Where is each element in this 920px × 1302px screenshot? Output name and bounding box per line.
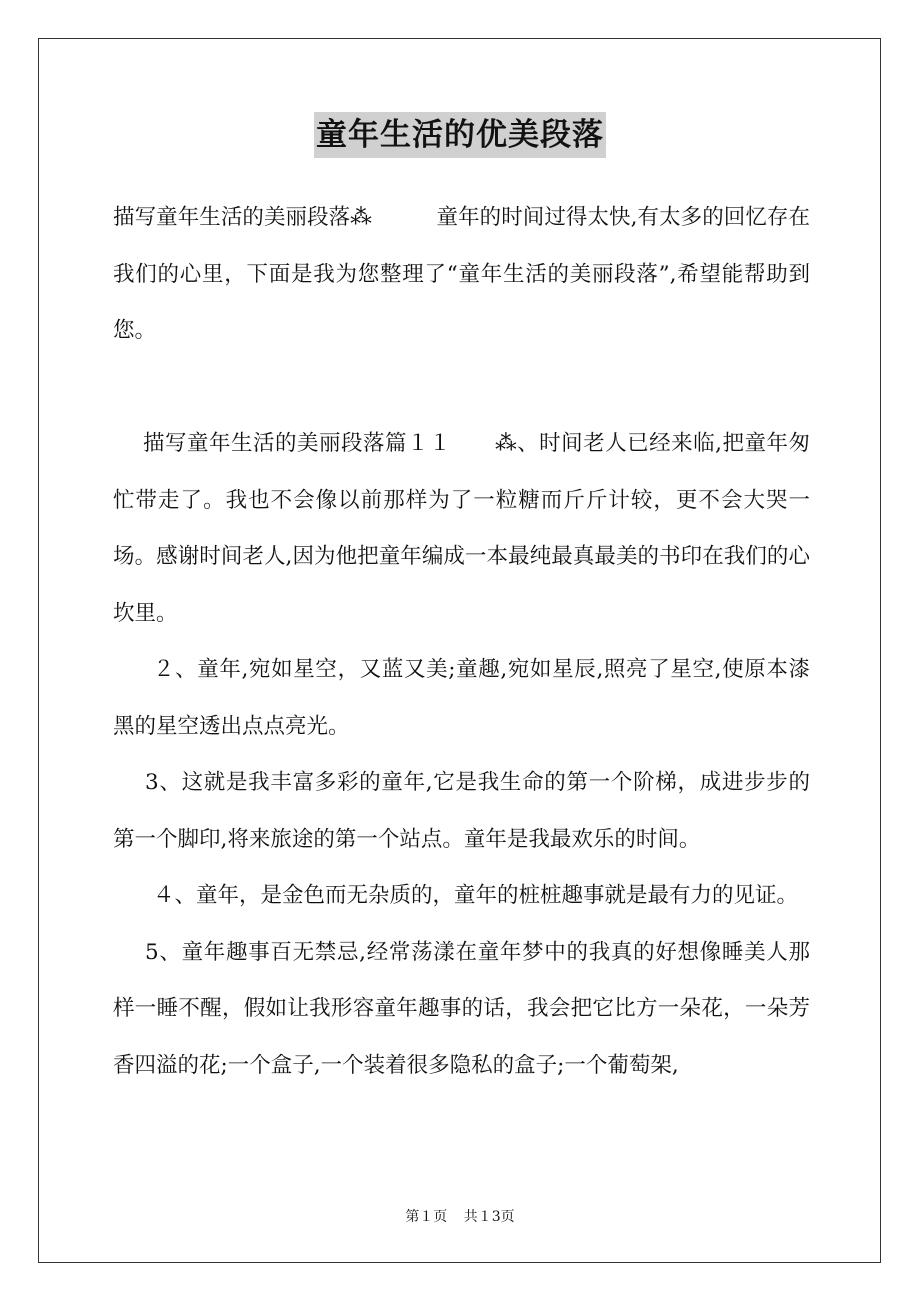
document-title: 童年生活的优美段落	[314, 112, 606, 158]
intro-paragraph: 描写童年生活的美丽段落⁂ 童年的时间过得太快,有太多的回忆存在我们的心里，下面是我为您整理了“童年生活的美丽段落”,希望能帮助到您。	[113, 205, 810, 343]
paragraph-gap	[113, 360, 810, 417]
paragraph-3: 3、这就是我丰富多彩的童年,它是我生命的第一个阶梯，成进步步的第一个脚印,将来旅途的第一个站点。童年是我最欢乐的时间。	[113, 770, 810, 852]
page-footer	[0, 1208, 920, 1226]
paragraph-1: 描写童年生活的美丽段落篇１１ ⁂、时间老人已经来临,把童年匆忙带走了。我也不会像以前那样为了一粒糖而斤斤计较，更不会大哭一场。感谢时间老人,因为他把童年编成一本最纯最真最美的书印在我们的心坎里。	[113, 431, 810, 626]
document-body	[113, 190, 810, 1094]
paragraph-4: ４、童年，是金色而无杂质的，童年的桩桩趣事就是最有力的见证。	[153, 883, 799, 908]
page-number: 第１页	[405, 1209, 448, 1225]
title-wrap	[0, 112, 920, 158]
paragraph-5: 5、童年趣事百无禁忌,经常荡漾在童年梦中的我真的好想像睡美人那样一睡不醒，假如让我形容童年趣事的话，我会把它比方一朵花，一朵芳香四溢的花;一个盒子,一个装着很多隐私的盒子;一个葡萄架,	[113, 939, 810, 1078]
page-total: 共１3页	[463, 1209, 515, 1225]
paragraph-2: ２、童年,宛如星空，又蓝又美;童趣,宛如星辰,照亮了星空,使原本漆黑的星空透出点点亮光。	[113, 657, 810, 739]
